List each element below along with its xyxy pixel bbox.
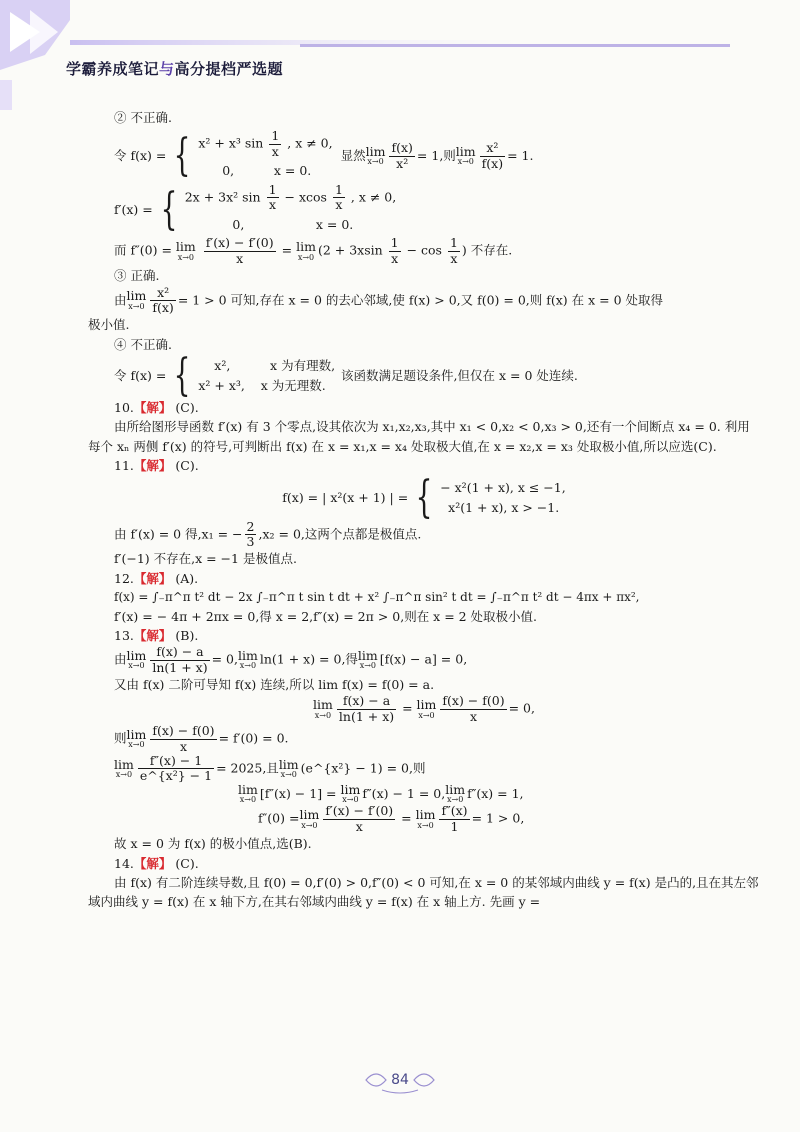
line-25: lim x→0 [f″(x) − 1] = lim x→0 f″(x) − 1 = 0, lim x→0 f″(x) = 1, [238, 781, 524, 805]
title-part-3: 高分提档严选题 [174, 60, 284, 78]
page-number: 84 [391, 1072, 409, 1088]
line-24: lim x→0 $\frac{f''(x) - 1}{\text{e\textasciicircum{}\{x²\} − 1}}$ = 2025,且 lim x→0 (e^{x²} − 1) = 0,则 [114, 752, 426, 784]
line-12: 11.【解】 (C). [114, 458, 199, 474]
line-20: 由 lim x→0 $\frac{f(x) - a}{\ln(1 + x)}$ = 0, lim x→0 ln(1 + x) = 0,得 lim x→0 [f(x) − a] = 0, [114, 644, 468, 675]
solution-tag: 【解】 [133, 400, 172, 415]
line-19: 13.【解】 (B). [114, 627, 199, 643]
line-7: 极小值. [88, 317, 130, 333]
solution-content [88, 108, 760, 912]
title-part-2: 与 [159, 60, 175, 78]
line-23: 则 lim x→0 $\frac{f(x) - f(0)}{x}$ = f′(0) = 0. [114, 723, 289, 754]
book-title [66, 58, 283, 79]
line-29: 由 f(x) 有二阶连续导数,且 f(0) = 0,f′(0) > 0,f″(0) < 0 可知,在 x = 0 的某邻域内曲线 y = f(x) 是凸的,且在其左邻域内曲线 y = f(x) 在 x 轴下方,在其右邻域内曲线 y = f(x) 在 x 轴上方. 先画 y = [88, 874, 759, 910]
line-18: f′(x) = − 4π + 2πx = 0,得 x = 2,f″(x) = 2π > 0,则在 x = 2 处取极小值. [114, 608, 538, 624]
solution-tag: 【解】 [133, 570, 172, 586]
line-17: f(x) = ∫₋π^π t² dt − 2x ∫₋π^π t sin t dt + x² ∫₋π^π sin² t dt = ∫₋π^π t² dt − 4πx + πx², [114, 590, 640, 604]
line-5: ③ 正确. [114, 268, 160, 284]
title-part-1: 学霸养成笔记 [66, 60, 160, 78]
line-16: 12.【解】 (A). [114, 570, 199, 586]
line-4: 而 f″(0) = lim x→0 $\frac{f'(x) - f'(0)}{x}$ = lim x→0 (2 + 3xsin $\frac{1}{x}$ − cos $\frac{1}{x}$ ) 不存在. [114, 235, 513, 266]
line-2: 令 f(x) = { x² + x³ sin $\frac{1}{x}$ , x ≠ 0, 0, x = 0. 显然 lim x→0 $\frac{f(x)}{\text{x²}}$ = 1,则 lim x→0 $\frac{\text{x²}}{f(x)}$ = 1. [114, 128, 534, 182]
line-1: ② 不正确. [114, 110, 172, 125]
line-6: 由 lim x→0 $\frac{\text{x²}}{f(x)}$ = 1 > 0 可知,存在 x = 0 的去心邻域,使 f(x) > 0,又 f(0) = 0,则 f(x) 在 x = 0 处取得 [114, 284, 664, 315]
solution-tag: 【解】 [133, 855, 172, 871]
line-21: 又由 f(x) 二阶可导知 f(x) 连续,所以 lim f(x) = f(0) = a. [114, 677, 435, 693]
line-28: 14.【解】 (C). [114, 855, 199, 871]
line-26: f″(0) = lim x→0 $\frac{f'(x) - f'(0)}{x}$ = lim x→0 $\frac{f''(x)}{1}$ = 1 > 0, [258, 803, 525, 834]
line-27: 故 x = 0 为 f(x) 的极小值点,选(B). [114, 836, 312, 852]
header-decoration [0, 0, 800, 110]
solution-tag: 【解】 [133, 458, 172, 474]
line-8: ④ 不正确. [114, 336, 172, 352]
solution-tag: 【解】 [133, 627, 172, 643]
line-9: 令 f(x) = { x², x 为有理数, x² + x³, x 为无理数. 该函数满足题设条件,但仅在 x = 0 处连续. [114, 350, 578, 401]
line-3: f′(x) = { 2x + 3x² sin $\frac{1}{x}$ − xcos $\frac{1}{x}$ , x ≠ 0, 0, x = 0. [114, 181, 397, 235]
line-15: f′(−1) 不存在,x = −1 是极值点. [114, 551, 297, 567]
line-14: 由 f′(x) = 0 得,x₁ = − $\frac{2}{3}$ ,x₂ = 0,这两个点都是极值点. [114, 518, 422, 549]
line-13: f(x) = | x²(x + 1) | = { − x²(1 + x), x ≤ −1, x²(1 + x), x > −1. [282, 471, 566, 523]
line-10: 10.【解】 (C). [114, 400, 199, 415]
line-11: 由所给图形导函数 f′(x) 有 3 个零点,设其依次为 x₁,x₂,x₃,其中 x₁ < 0,x₂ < 0,x₃ > 0,还有一个间断点 x₄ = 0. 利用每个 xₙ 两侧 f′(x) 的符号,可判断出 f(x) 在 x = x₁,x = x₄ 处取极大值,在 x = x₂,x = x₃ 处取极小值,所以应选(C). [88, 419, 750, 454]
line-22: lim x→0 $\frac{f(x) - a}{\ln(1 + x)}$ = lim x→0 $\frac{f(x) - f(0)}{x}$ = 0, [313, 693, 535, 724]
